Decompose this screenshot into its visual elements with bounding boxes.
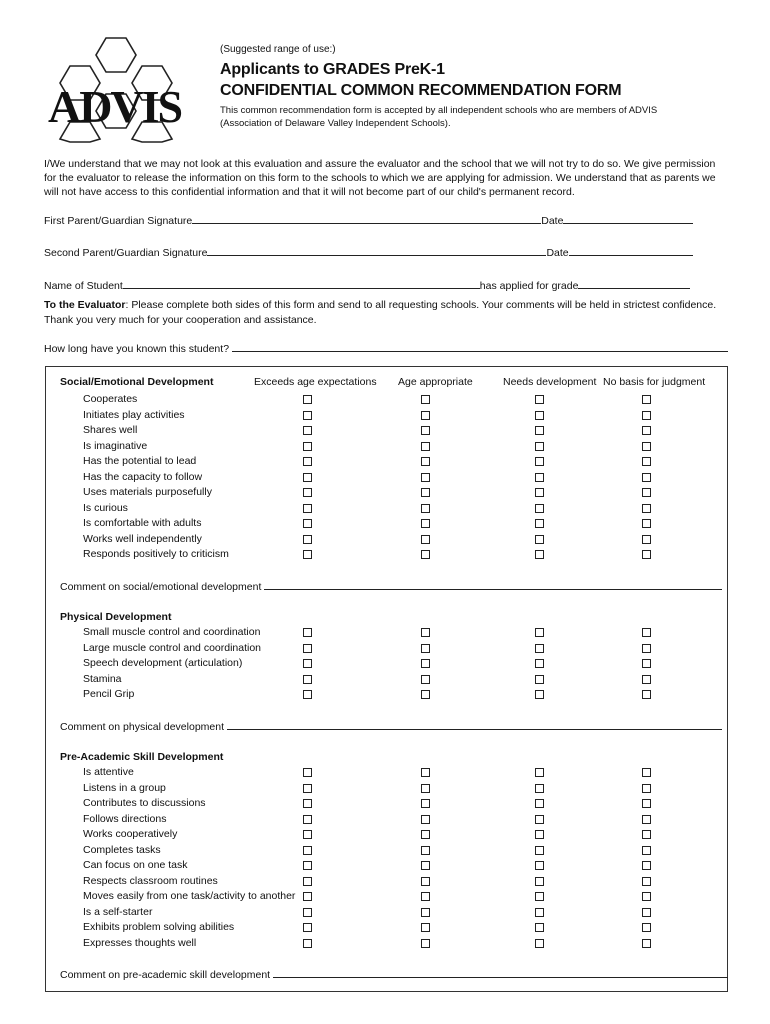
rating-checkbox[interactable]	[642, 908, 651, 917]
form-title-grades: Applicants to GRADES PreK-1	[220, 61, 445, 78]
grade-field[interactable]	[578, 278, 690, 289]
second-signature-label: Second Parent/Guardian Signature	[44, 247, 208, 259]
column-exceeds: Exceeds age expectations	[254, 376, 377, 388]
rating-checkbox[interactable]	[421, 442, 430, 451]
section-title: Pre-Academic Skill Development	[60, 751, 224, 763]
rating-checkbox[interactable]	[535, 768, 544, 777]
rating-checkbox[interactable]	[642, 690, 651, 699]
first-date-label: Date	[541, 215, 564, 227]
rating-checkbox[interactable]	[421, 488, 430, 497]
rating-checkbox[interactable]	[303, 784, 312, 793]
rating-checkbox[interactable]	[535, 411, 544, 420]
item-label: Small muscle control and coordination	[83, 626, 261, 638]
item-label: Moves easily from one task/activity to another	[83, 890, 296, 902]
rating-checkbox[interactable]	[535, 395, 544, 404]
rating-checkbox[interactable]	[303, 442, 312, 451]
rating-checkbox[interactable]	[535, 784, 544, 793]
rating-checkbox[interactable]	[642, 535, 651, 544]
section-comment-field[interactable]	[264, 579, 722, 590]
form-title-main: CONFIDENTIAL COMMON RECOMMENDATION FORM	[220, 82, 622, 99]
rating-checkbox[interactable]	[535, 442, 544, 451]
rating-checkbox[interactable]	[421, 877, 430, 886]
rating-checkbox[interactable]	[642, 675, 651, 684]
evaluator-text: : Please complete both sides of this form and send to all requesting schools. Your comments will be held in strictest confidence. Thank you very much for your cooperation and assistance.	[44, 299, 717, 326]
rating-checkbox[interactable]	[535, 892, 544, 901]
column-age-appropriate: Age appropriate	[398, 376, 473, 388]
rating-checkbox[interactable]	[421, 923, 430, 932]
rating-checkbox[interactable]	[303, 504, 312, 513]
item-label: Pencil Grip	[83, 688, 135, 700]
rating-checkbox[interactable]	[421, 473, 430, 482]
rating-checkbox[interactable]	[421, 799, 430, 808]
column-no-basis: No basis for judgment	[603, 376, 706, 388]
rating-checkbox[interactable]	[303, 395, 312, 404]
student-name-field[interactable]	[123, 278, 480, 289]
rating-checkbox[interactable]	[535, 457, 544, 466]
how-long-row	[44, 341, 728, 355]
consent-paragraph: I/We understand that we may not look at this evaluation and assure the evaluator and the school that we will not try to do so. We give permission for the evaluator to release the information on this form to the schools to which we are applying for admission. We understand that as parents we will not have access to this confidential information and that it will not become part of our child's permanent record.	[44, 158, 716, 198]
student-row	[44, 278, 690, 292]
item-label: Contributes to discussions	[83, 797, 206, 809]
grade-label: has applied for grade	[479, 280, 579, 292]
rating-checkbox[interactable]	[642, 519, 651, 528]
rating-checkbox[interactable]	[421, 892, 430, 901]
rating-checkbox[interactable]	[421, 426, 430, 435]
rating-checkbox[interactable]	[642, 892, 651, 901]
rating-checkbox[interactable]	[535, 923, 544, 932]
section-comment-label: Comment on social/emotional development	[60, 581, 262, 593]
item-label: Respects classroom routines	[83, 874, 218, 887]
first-signature-row	[44, 213, 693, 227]
rating-checkbox[interactable]	[642, 644, 651, 653]
rating-checkbox[interactable]	[421, 768, 430, 777]
rating-checkbox[interactable]	[535, 690, 544, 699]
rating-checkbox[interactable]	[642, 426, 651, 435]
rating-checkbox[interactable]	[421, 784, 430, 793]
item-label: Is imaginative	[83, 439, 148, 452]
logo-text: ADVIS	[48, 81, 182, 132]
second-date-field[interactable]	[569, 245, 693, 256]
rating-checkbox[interactable]	[535, 473, 544, 482]
second-signature-field[interactable]	[207, 245, 546, 256]
rating-checkbox[interactable]	[303, 861, 312, 870]
first-signature-field[interactable]	[192, 213, 541, 224]
rating-checkbox[interactable]	[421, 395, 430, 404]
item-label: Has the potential to lead	[83, 455, 197, 467]
rating-checkbox[interactable]	[535, 861, 544, 870]
item-label: Is attentive	[83, 766, 134, 778]
intro-text: This common recommendation form is accepted by all independent schools who are members of ADVIS (Association of Delaware Valley Independent Schools).	[220, 105, 658, 129]
column-needs-development: Needs development	[503, 376, 597, 388]
item-label: Completes tasks	[83, 843, 161, 856]
rating-checkbox[interactable]	[642, 550, 651, 559]
rating-checkbox[interactable]	[421, 908, 430, 917]
first-signature-label: First Parent/Guardian Signature	[44, 215, 193, 227]
rating-checkbox[interactable]	[303, 426, 312, 435]
rating-checkbox[interactable]	[303, 877, 312, 886]
item-label: Initiates play activities	[83, 408, 185, 421]
item-label: Speech development (articulation)	[83, 657, 243, 669]
rating-checkbox[interactable]	[303, 473, 312, 482]
rating-checkbox[interactable]	[421, 550, 430, 559]
rating-checkbox[interactable]	[535, 799, 544, 808]
rating-checkbox[interactable]	[642, 457, 651, 466]
rating-checkbox[interactable]	[642, 784, 651, 793]
rating-checkbox[interactable]	[421, 861, 430, 870]
item-label: Responds positively to criticism	[83, 548, 229, 560]
how-long-field[interactable]	[232, 341, 728, 352]
rating-checkbox[interactable]	[535, 488, 544, 497]
rating-checkbox[interactable]	[535, 644, 544, 653]
rating-checkbox[interactable]	[303, 488, 312, 497]
item-label: Cooperates	[83, 393, 138, 405]
rating-checkbox[interactable]	[642, 442, 651, 451]
suggested-range: (Suggested range of use:)	[220, 44, 336, 55]
rating-checkbox[interactable]	[535, 675, 544, 684]
rating-checkbox[interactable]	[642, 628, 651, 637]
item-label: Works cooperatively	[83, 828, 178, 840]
rating-checkbox[interactable]	[303, 690, 312, 699]
rating-checkbox[interactable]	[642, 815, 651, 824]
rating-checkbox[interactable]	[303, 519, 312, 528]
evaluator-instructions	[44, 298, 724, 328]
rating-checkbox[interactable]	[535, 830, 544, 839]
rating-checkbox[interactable]	[303, 628, 312, 637]
rating-checkbox[interactable]	[303, 675, 312, 684]
rating-checkbox[interactable]	[303, 815, 312, 824]
item-label: Has the capacity to follow	[83, 470, 203, 483]
section-comment-label: Comment on pre-academic skill development	[60, 969, 271, 981]
rating-checkbox[interactable]	[421, 659, 430, 668]
rating-checkbox[interactable]	[535, 426, 544, 435]
rating-checkbox[interactable]	[535, 939, 544, 948]
rating-checkbox[interactable]	[421, 846, 430, 855]
rating-checkbox[interactable]	[642, 473, 651, 482]
rating-checkbox[interactable]	[535, 628, 544, 637]
rating-checkbox[interactable]	[642, 861, 651, 870]
item-label: Stamina	[83, 672, 122, 685]
rating-checkbox[interactable]	[642, 923, 651, 932]
item-label: Can focus on one task	[83, 859, 188, 871]
rating-checkbox[interactable]	[642, 939, 651, 948]
rating-checkbox[interactable]	[421, 628, 430, 637]
rating-checkbox[interactable]	[421, 830, 430, 839]
rating-checkbox[interactable]	[642, 830, 651, 839]
rating-checkbox[interactable]	[421, 939, 430, 948]
rating-checkbox[interactable]	[535, 908, 544, 917]
rating-checkbox[interactable]	[535, 815, 544, 824]
item-label: Works well independently	[83, 532, 202, 545]
item-label: Is comfortable with adults	[83, 517, 202, 529]
section-title: Social/Emotional Development	[60, 376, 214, 388]
rating-checkbox[interactable]	[303, 644, 312, 653]
rating-checkbox[interactable]	[303, 550, 312, 559]
rating-checkbox[interactable]	[303, 923, 312, 932]
rating-checkbox[interactable]	[421, 504, 430, 513]
rating-checkbox[interactable]	[303, 535, 312, 544]
rating-checkbox[interactable]	[535, 535, 544, 544]
rating-checkbox[interactable]	[421, 411, 430, 420]
second-signature-row	[44, 245, 693, 259]
evaluator-heading: To the Evaluator	[44, 299, 126, 311]
rating-checkbox[interactable]	[303, 457, 312, 466]
rating-checkbox[interactable]	[303, 908, 312, 917]
rating-checkbox[interactable]	[303, 411, 312, 420]
item-label: Is curious	[83, 501, 128, 514]
how-long-label: How long have you known this student?	[44, 343, 230, 355]
rating-checkbox[interactable]	[642, 659, 651, 668]
rating-checkbox[interactable]	[535, 504, 544, 513]
section-title: Physical Development	[60, 611, 172, 623]
rating-checkbox[interactable]	[421, 690, 430, 699]
section-comment-row	[60, 579, 722, 593]
rating-checkbox[interactable]	[421, 457, 430, 466]
item-label: Shares well	[83, 424, 138, 436]
rating-checkbox[interactable]	[303, 892, 312, 901]
rating-checkbox[interactable]	[535, 519, 544, 528]
rating-checkbox[interactable]	[642, 846, 651, 855]
rating-checkbox[interactable]	[303, 939, 312, 948]
item-label: Uses materials purposefully	[83, 486, 212, 498]
item-label: Large muscle control and coordination	[83, 641, 262, 654]
rating-checkbox[interactable]	[303, 659, 312, 668]
student-name-label: Name of Student	[44, 280, 123, 292]
item-label: Is a self-starter	[83, 905, 153, 918]
section-comment-row	[60, 719, 722, 733]
rating-checkbox[interactable]	[642, 395, 651, 404]
rating-checkbox[interactable]	[421, 644, 430, 653]
rating-checkbox[interactable]	[303, 846, 312, 855]
rating-checkbox[interactable]	[642, 411, 651, 420]
rating-checkbox[interactable]	[642, 877, 651, 886]
rating-checkbox[interactable]	[642, 799, 651, 808]
item-label: Follows directions	[83, 812, 167, 825]
advis-logo	[42, 36, 202, 144]
section-comment-field[interactable]	[273, 967, 728, 978]
rating-checkbox[interactable]	[421, 519, 430, 528]
rating-checkbox[interactable]	[303, 799, 312, 808]
rating-checkbox[interactable]	[303, 830, 312, 839]
rating-checkbox[interactable]	[535, 846, 544, 855]
rating-checkbox[interactable]	[535, 877, 544, 886]
section-comment-field[interactable]	[227, 719, 722, 730]
item-label: Exhibits problem solving abilities	[83, 921, 235, 933]
rating-checkbox[interactable]	[303, 768, 312, 777]
rating-checkbox[interactable]	[421, 535, 430, 544]
section-comment-row	[60, 967, 728, 981]
second-date-label: Date	[546, 247, 569, 259]
item-label: Expresses thoughts well	[83, 936, 197, 949]
first-date-field[interactable]	[563, 213, 693, 224]
rating-checkbox[interactable]	[642, 504, 651, 513]
rating-checkbox[interactable]	[535, 659, 544, 668]
rating-checkbox[interactable]	[421, 815, 430, 824]
section-comment-label: Comment on physical development	[60, 721, 225, 733]
rating-checkbox[interactable]	[642, 488, 651, 497]
rating-checkbox[interactable]	[642, 768, 651, 777]
rating-checkbox[interactable]	[535, 550, 544, 559]
rating-checkbox[interactable]	[421, 675, 430, 684]
item-label: Listens in a group	[83, 781, 166, 794]
